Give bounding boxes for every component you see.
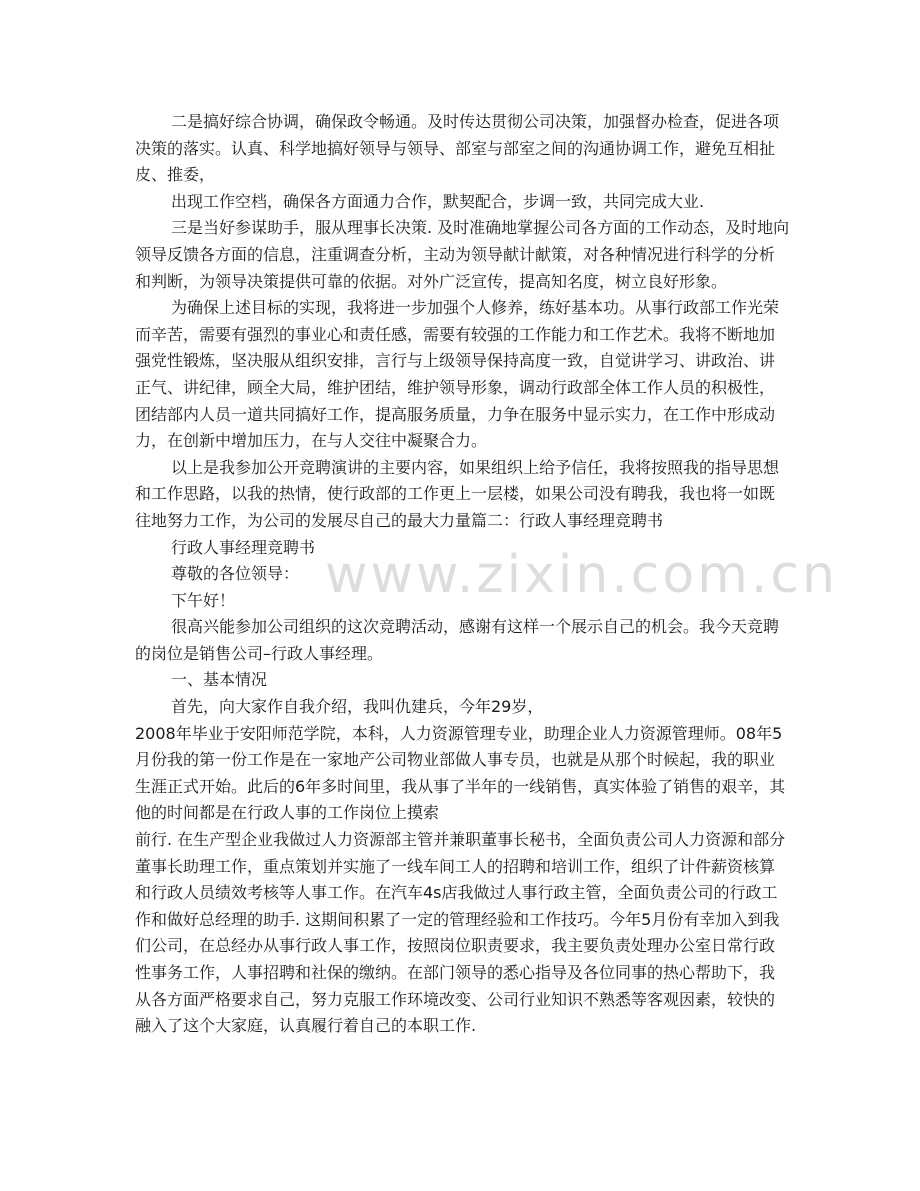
watermark-text: www.zixin.com.cn <box>325 545 838 605</box>
document-subtitle: 行政人事经理竞聘书 <box>171 537 316 557</box>
section-heading-basic-info: 一、基本情况 <box>171 670 268 690</box>
document-body <box>135 109 790 1040</box>
salutation: 尊敬的各位领导： <box>171 564 300 584</box>
paragraph-coordination: 二是搞好综合协调，确保政令畅通。及时传达贯彻公司决策，加强督办检查，促进各项决策的落实。认真、科学地搞好领导与领导、部室与部室之间的沟通协调工作，避免互相扯皮、推委， <box>135 112 780 185</box>
paragraph-self-improvement: 为确保上述目标的实现，我将进一步加强个人修养，练好基本功。从事行政部工作光荣而辛苦，需要有强烈的事业心和责任感，需要有较强的工作能力和工作艺术。我将不断地加强党性锻炼，坚决服从组织安排，言行与上级领导保持高度一致，自觉讲学习、讲政治、讲正气、讲纪律，顾全大局，维护团结，维护领导形象，调动行政部全体工作人员的积极性，团结部内人员一道共同搞好工作，提高服务质量，力争在服务中显示实力，在工作中形成动力，在创新中增加压力，在与人交往中凝聚合力。 <box>135 298 780 451</box>
paragraph-career-history: 2008年毕业于安阳师范学院，本科，人力资源管理专业，助理企业人力资源管理师。08年5月份我的第一份工作是在一家地产公司物业部做人事专员，也就是从那个时候起，我的职业生涯正式开始。此后的6年多时间里，我从事了半年的一线销售，真实体验了销售的艰辛，其他的时间都是在行政人事的工作岗位上摸索 <box>135 723 786 823</box>
paragraph-introduction: 首先，向大家作自我介绍，我叫仇建兵，今年29岁， <box>171 697 544 717</box>
paragraph-no-gaps: 出现工作空档，确保各方面通力合作，默契配合，步调一致，共同完成大业. <box>171 191 705 211</box>
paragraph-advisor: 三是当好参谋助手，服从理事长决策. 及时准确地掌握公司各方面的工作动态，及时地向领导反馈各方面的信息，注重调查分析，主动为领导献计献策，对各种情况进行科学的分析和判断，为领导决策提供可靠的依据。对外广泛宣传，提高知名度，树立良好形象。 <box>135 218 790 291</box>
paragraph-conclusion: 以上是我参加公开竞聘演讲的主要内容，如果组织上给予信任，我将按照我的指导思想和工作思路，以我的热情，使行政部的工作更上一层楼，如果公司没有聘我，我也将一如既往地努力工作，为公司的发展尽自己的最大力量篇二：行政人事经理竞聘书 <box>135 457 780 530</box>
paragraph-work-experience: 前行. 在生产型企业我做过人力资源部主管并兼职董事长秘书，全面负责公司人力资源和部分董事长助理工作，重点策划并实施了一线车间工人的招聘和培训工作，组织了计件薪资核算和行政人员绩效考核等人事工作。在汽车4s店我做过人事行政主管，全面负责公司的行政工作和做好总经理的助手. 这期间积累了一定的管理经验和工作技巧。今年5月份有幸加入到我们公司，在总经办从事行政人事工作，按照岗位职责要求，我主要负责处理办公室日常行政性事务工作，人事招聘和社保的缴纳。在部门领导的悉心指导及各位同事的热心帮助下，我从各方面严格要求自己，努力克服工作环境改变、公司行业知识不熟悉等客观因素，较快的融入了这个大家庭，认真履行着自己的本职工作. <box>135 830 786 1036</box>
paragraph-thanks: 很高兴能参加公司组织的这次竞聘活动，感谢有这样一个展示自己的机会。我今天竞聘的岗位是销售公司–行政人事经理。 <box>135 617 780 663</box>
greeting: 下午好！ <box>171 590 236 610</box>
